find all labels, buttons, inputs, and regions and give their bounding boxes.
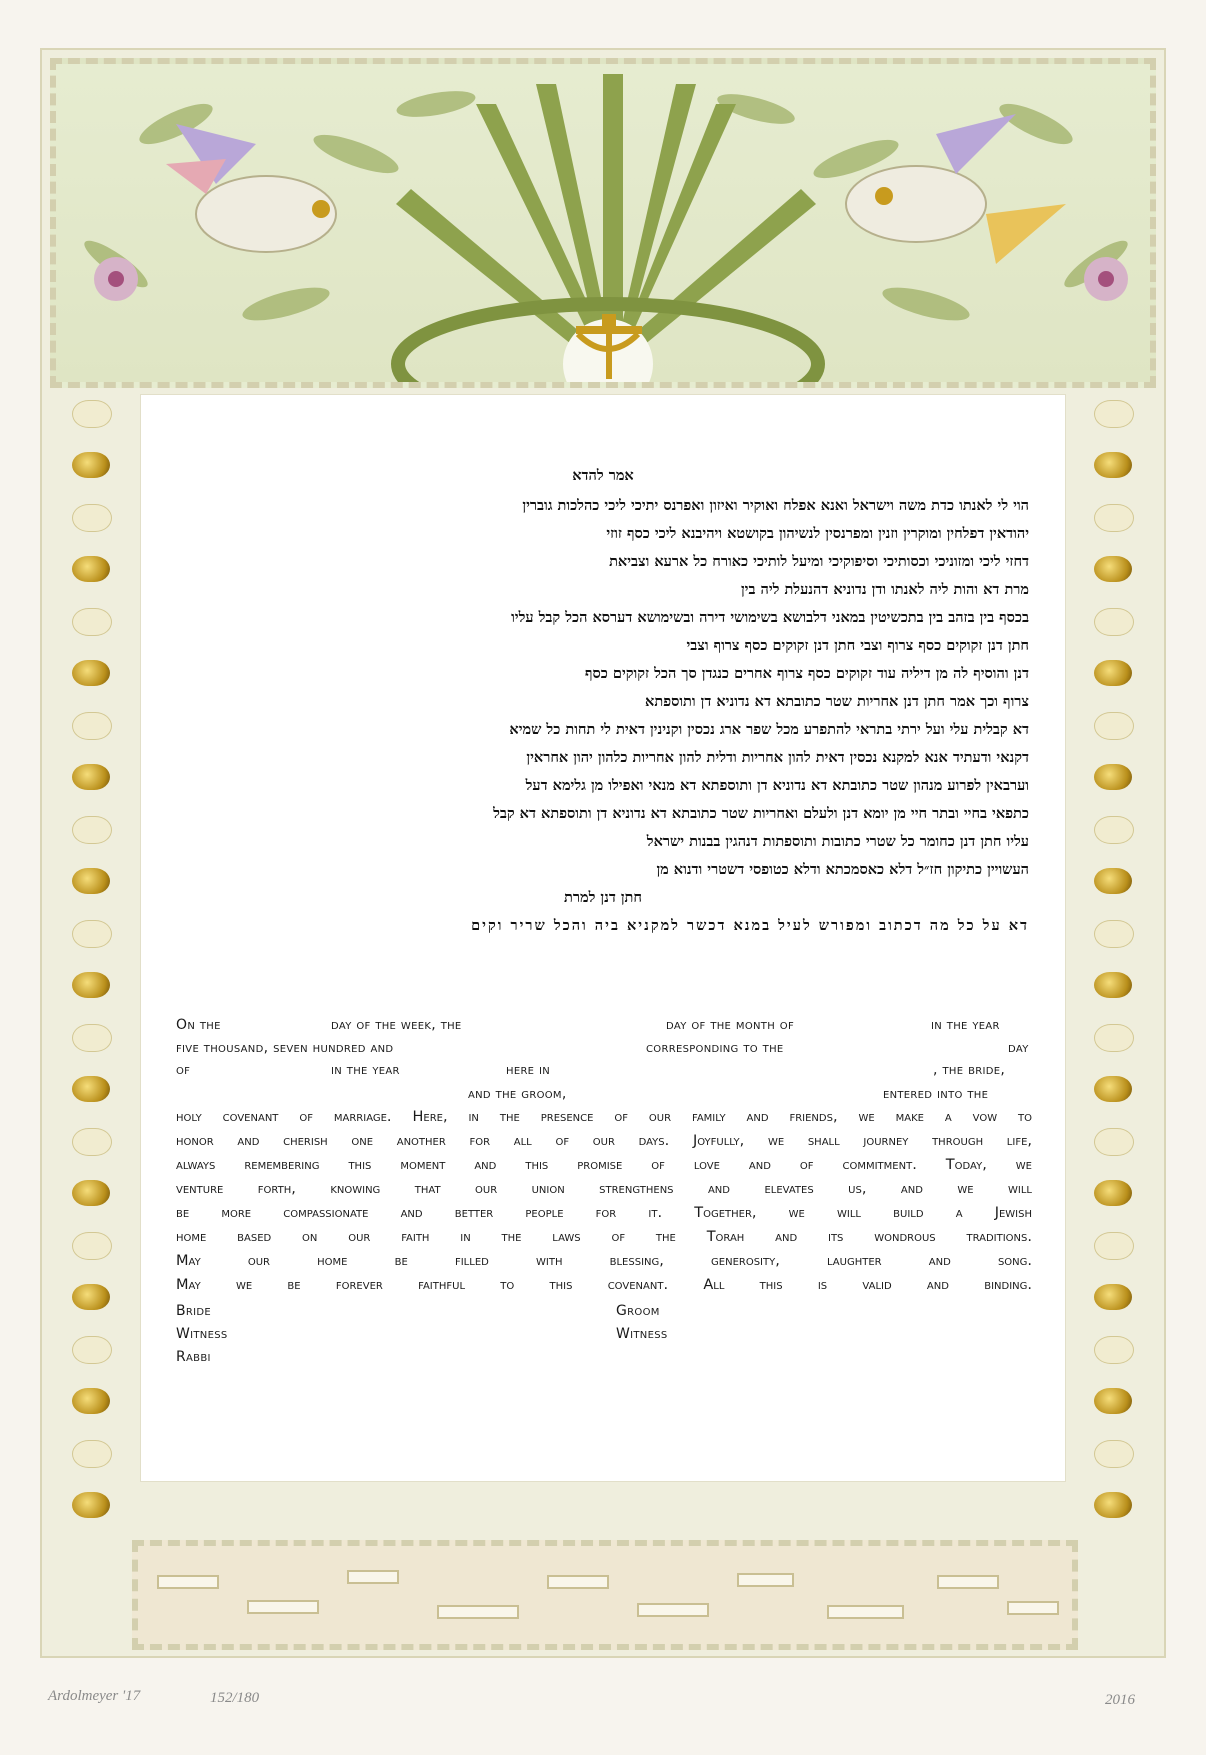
english-day-of-month: day of the month of: [666, 1017, 794, 1033]
english-body-line: home based on our faith in the laws of the Torah and its wondrous traditions.: [176, 1229, 1032, 1245]
english-of: of: [176, 1062, 191, 1078]
english-in-the-year-2: in the year: [331, 1062, 400, 1078]
leaf-ornament: [72, 1232, 112, 1260]
leaf-ornament: [1094, 1440, 1134, 1468]
hebrew-text-line: יהודאין דפלחין ומוקרין וזנין ומפרנסין לנשיהון בקושטא ויהיבנא ליכי כסף זוזי: [606, 525, 1029, 542]
hebrew-text-line: וערבאין לפרוע מנהון שטר כתובתא דא נדוניא דן ותוספתא דא מנאי ואפילו מן גלימא דעל: [525, 777, 1029, 794]
leaf-ornament: [1094, 972, 1132, 998]
leaf-ornament: [72, 1336, 112, 1364]
hebrew-text-line: חתן דנן זקוקים כסף צרוף וצבי חתן דנן זקוקים כסף צרוף וצבי: [686, 637, 1029, 654]
flower-right-icon: [1084, 257, 1128, 301]
english-corresponding: corresponding to the: [646, 1040, 784, 1056]
leaf-ornament: [72, 764, 110, 790]
leaf-ornament: [1094, 608, 1134, 636]
leaf-ornament: [1094, 660, 1132, 686]
left-border-leaves: [62, 390, 122, 1540]
dove-left-icon: [166, 124, 336, 252]
hebrew-text-line: דנן והוסיף לה מן דיליה עוד זקוקים כסף צרוף אחרים כנגדן סך הכל זקוקים כסף: [585, 665, 1029, 682]
english-here-in: here in: [506, 1062, 551, 1078]
hebrew-text-line: העשויין כתיקון חז״ל דלא כאסמכתא ודלא כטופסי דשטרי ודנוא מן: [656, 861, 1029, 878]
english-day: day: [1008, 1040, 1029, 1056]
witness-label-1: Witness: [176, 1326, 228, 1342]
leaf-ornament: [72, 712, 112, 740]
hebrew-text-line: הוי לי לאנתו כדת משה וישראל ואנא אפלח ואוקיר ואיזון ואפרנס יתיכי ליכי כהלכות גוברין: [522, 497, 1029, 514]
papercut-doves-menorah-art: [56, 64, 1150, 382]
artist-signature: Ardolmeyer '17: [48, 1688, 141, 1704]
english-five-thousand: five thousand, seven hundred and: [176, 1040, 394, 1056]
leaf-ornament: [1094, 764, 1132, 790]
leaf-ornament: [72, 1128, 112, 1156]
leaf-ornament: [72, 1076, 110, 1102]
papercut-lattice-art: [138, 1546, 1072, 1644]
english-body-line: be more compassionate and better people for it. Together, we will build a Jewish: [176, 1205, 1032, 1221]
leaf-ornament: [1094, 556, 1132, 582]
leaf-ornament: [1094, 400, 1134, 428]
leaf-ornament: [72, 868, 110, 894]
papercut-bottom-panel: [132, 1540, 1078, 1650]
rabbi-label: Rabbi: [176, 1349, 211, 1365]
leaf-ornament: [1094, 712, 1134, 740]
leaf-ornament: [1094, 1284, 1132, 1310]
witness-label-2: Witness: [616, 1326, 668, 1342]
english-entered-into: entered into the: [883, 1086, 989, 1102]
leaf-ornament: [72, 608, 112, 636]
english-day-of-week: day of the week, the: [331, 1017, 462, 1033]
hebrew-text-line: דחזי ליכי ומזוניכי וכסותיכי וסיפוקיכי ומיעל לותיכי כאורח כל ארעא וצביאת: [609, 553, 1029, 570]
leaf-ornament: [1094, 1336, 1134, 1364]
leaf-ornament: [72, 1024, 112, 1052]
hebrew-groom-line: חתן דנן למרת: [564, 889, 642, 906]
hebrew-signature: 2016: [1105, 1692, 1135, 1708]
leaf-ornament: [72, 816, 112, 844]
leaf-ornament: [72, 1440, 112, 1468]
hebrew-text-line: דא קבלית עלי ועל ירתי בתראי להתפרע מכל שפר ארג נכסין וקנינין דאית לי תחות כל שמיא: [509, 721, 1029, 738]
english-body-line: honor and cherish one another for all of our days. Joyfully, we shall journey through life,: [176, 1133, 1032, 1149]
leaf-ornament: [72, 1284, 110, 1310]
english-body-line: May our home be filled with blessing, generosity, laughter and song.: [176, 1253, 1032, 1269]
groom-label: Groom: [616, 1303, 660, 1319]
leaf-ornament: [1094, 504, 1134, 532]
english-in-the-year: in the year: [931, 1017, 1000, 1033]
leaf-ornament: [72, 1180, 110, 1206]
dove-right-icon: [846, 114, 1066, 264]
leaf-ornament: [1094, 816, 1134, 844]
hebrew-text-line: כתפאי בחיי ובתר חיי מן יומא דנן ולעלם ואחריות שטר כתובתא דא נדוניא דן ותוספתא דא קבל: [493, 805, 1029, 822]
leaf-ornament: [72, 400, 112, 428]
hebrew-text-line: דקנאי ודעתיד אנא למקנא נכסין דאית להון אחריות ודלית להון אחריות כלהון יהון אחראין: [526, 749, 1029, 766]
hebrew-text-line: עליו חתן דנן כחומר כל שטרי כתובות ותוספתות דנהגין בבנות ישראל: [646, 833, 1029, 850]
leaf-ornament: [1094, 1128, 1134, 1156]
leaf-ornament: [72, 660, 110, 686]
english-and-the-groom: and the groom,: [468, 1086, 567, 1102]
hebrew-text-line: צרוף וכך אמר חתן דנן אחריות שטר כתובתא דא נדוניא דן ותוספתא: [645, 693, 1029, 710]
english-body-line: always remembering this moment and this promise of love and of commitment. Today, we: [176, 1157, 1032, 1173]
bride-label: Bride: [176, 1303, 212, 1319]
leaf-ornament: [72, 504, 112, 532]
leaf-ornament: [1094, 920, 1134, 948]
english-on-the: On the: [176, 1017, 221, 1033]
leaf-ornament: [1094, 1232, 1134, 1260]
leaf-ornament: [72, 556, 110, 582]
flower-left-icon: [94, 257, 138, 301]
leaf-ornament: [1094, 1492, 1132, 1518]
leaf-ornament: [72, 1388, 110, 1414]
english-body-line: venture forth, knowing that our union strengthens and elevates us, and we will: [176, 1181, 1032, 1197]
leaf-ornament: [1094, 452, 1132, 478]
ketubah-text-panel: [140, 394, 1066, 1482]
leaf-ornament: [1094, 1076, 1132, 1102]
english-the-bride: , the bride,: [933, 1062, 1006, 1078]
english-body-line: May we be forever faithful to this covenant. All this is valid and binding.: [176, 1277, 1032, 1293]
leaf-ornament: [72, 1492, 110, 1518]
right-border-leaves: [1084, 390, 1144, 1540]
leaf-ornament: [1094, 1024, 1134, 1052]
hebrew-text-line: בכסף בין בזהב בין בתכשיטין במאני דלבושא בשימושי דירה ובשימושא דערסא הכל קבל עליו: [511, 609, 1029, 626]
hebrew-final-line: דא על כל מה דכתוב ומפורש לעיל במנא דכשר למקניא ביה והכל שריר וקים: [471, 917, 1029, 934]
papercut-top-panel: [50, 58, 1156, 388]
leaf-ornament: [1094, 1180, 1132, 1206]
leaf-ornament: [1094, 868, 1132, 894]
leaf-ornament: [72, 452, 110, 478]
leaf-ornament: [1094, 1388, 1132, 1414]
leaf-ornament: [72, 920, 112, 948]
hebrew-line-3: אמר להדא: [572, 467, 634, 484]
english-body-line: holy covenant of marriage. Here, in the presence of our family and friends, we make a vow to: [176, 1109, 1032, 1125]
edition-number: 152/180: [210, 1690, 260, 1706]
leaf-ornament: [72, 972, 110, 998]
hebrew-text-line: מרת דא והות ליה לאנתו ודן נדוניא דהנעלת ליה בין: [740, 581, 1029, 598]
